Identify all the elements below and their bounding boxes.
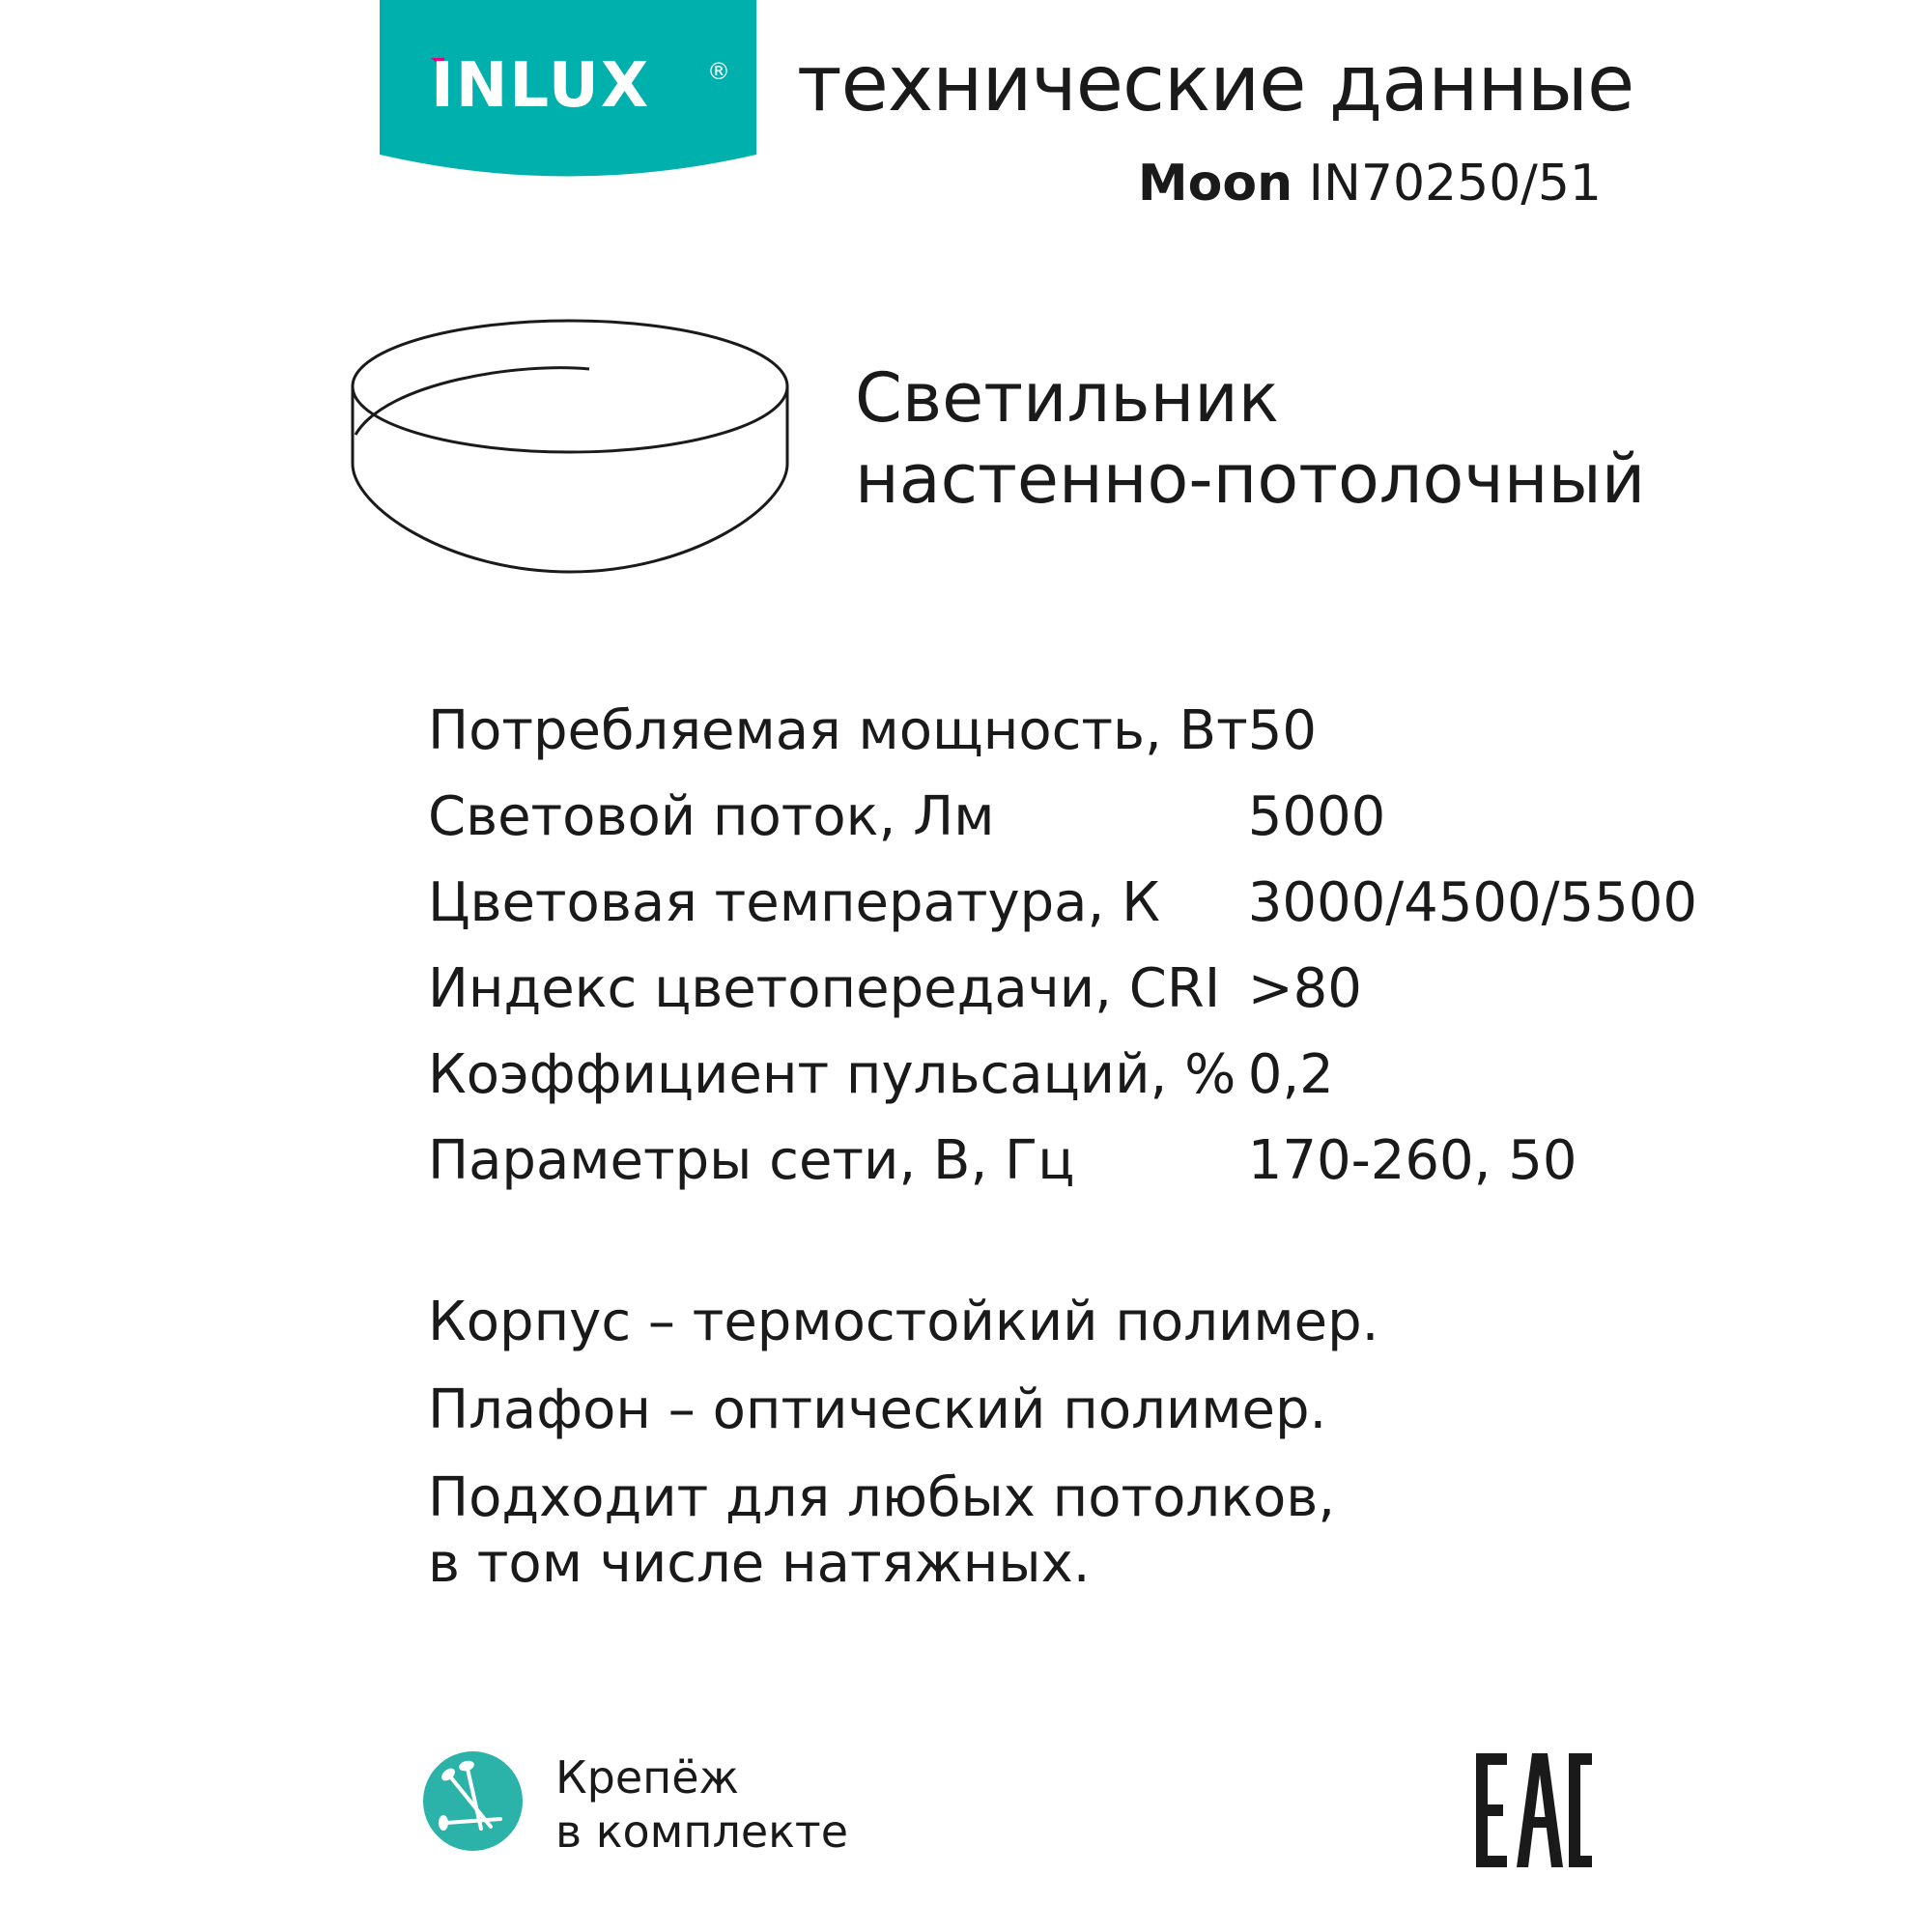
spec-label: Коэффициент пульсаций, % — [428, 1043, 1236, 1106]
product-title-line-1: Светильник — [855, 358, 1280, 438]
document-title: технические данные — [797, 39, 1634, 128]
product-notes — [428, 1290, 1378, 1619]
model-name: Moon — [1137, 155, 1293, 213]
ceiling-fit-line-1: Подходит для любых потолков, — [428, 1466, 1336, 1529]
product-title-line-2: настенно-потолочный — [855, 440, 1646, 519]
spec-row — [428, 860, 1697, 946]
spec-label: Цветовая температура, К — [428, 871, 1160, 934]
spec-table — [428, 688, 1697, 1204]
fastener-caption — [555, 1750, 848, 1859]
fastener-caption-line-1: Крепёж — [555, 1751, 739, 1804]
shade-note: Плафон – оптический полимер. — [428, 1378, 1327, 1441]
spec-label: Потребляемая мощность, Вт — [428, 699, 1248, 762]
lamp-illustration — [348, 309, 792, 583]
ceiling-fit-note — [428, 1465, 1378, 1597]
ceiling-fit-line-2: в том числе натяжных. — [428, 1532, 1091, 1595]
spec-value: 3000/4500/5500 — [1247, 871, 1697, 934]
spec-label: Параметры сети, В, Гц — [428, 1129, 1075, 1192]
screws-icon — [423, 1751, 523, 1851]
model-line — [1138, 155, 1602, 213]
brand-registered-mark: ® — [707, 58, 730, 85]
spec-row — [428, 688, 1697, 774]
eac-certification-mark — [1476, 1753, 1592, 1871]
spec-row — [428, 1118, 1697, 1204]
product-title — [855, 357, 1645, 520]
fastener-caption-line-2: в комплекте — [555, 1805, 849, 1858]
model-code: IN70250/51 — [1308, 155, 1602, 213]
housing-note: Корпус – термостойкий полимер. — [428, 1291, 1379, 1353]
spec-row — [428, 946, 1697, 1032]
spec-label: Индекс цветопередачи, CRI — [428, 957, 1221, 1020]
brand-name: INLUX — [431, 50, 651, 122]
spec-value: 50 — [1247, 699, 1317, 762]
spec-value: 170-260, 50 — [1247, 1129, 1577, 1192]
spec-row — [428, 1032, 1697, 1118]
spec-row — [428, 774, 1697, 860]
spec-value: 5000 — [1247, 785, 1386, 848]
spec-value: 0,2 — [1247, 1043, 1334, 1106]
spec-label: Световой поток, Лм — [428, 785, 995, 848]
spec-value: >80 — [1247, 957, 1362, 1020]
